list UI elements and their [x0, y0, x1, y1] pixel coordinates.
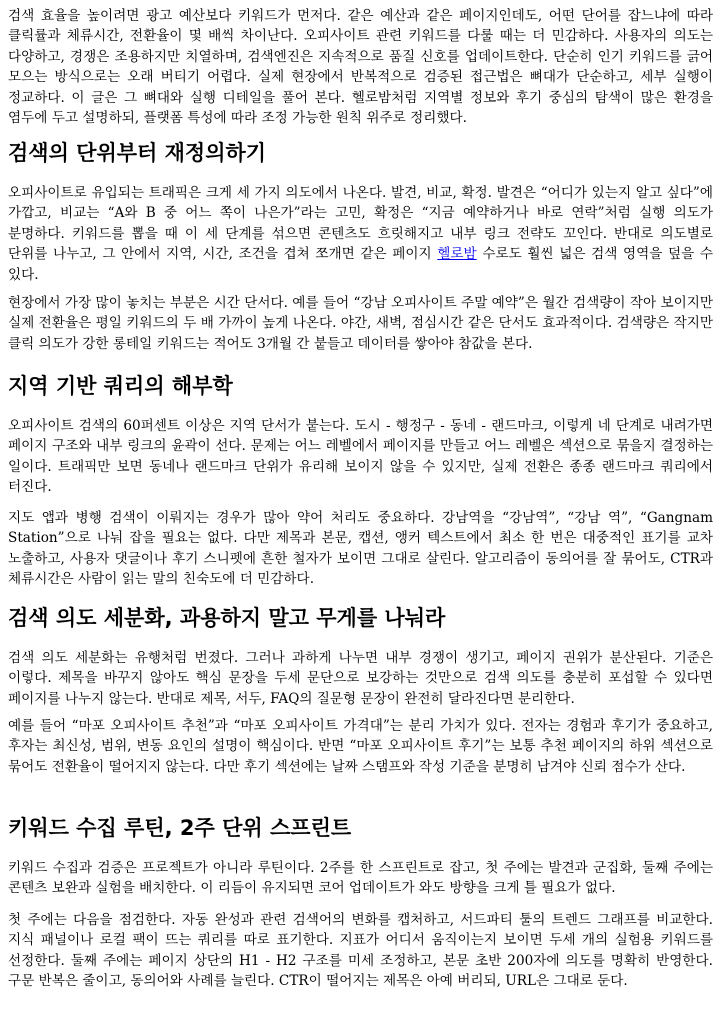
section4-paragraph-2: 첫 주에는 다음을 점검한다. 자동 완성과 관련 검색어의 변화를 캡처하고, 서드파티 툴의 트렌드 그래프를 비교한다. 지식 패널이나 로컬 팩이 뜨는 쿼리를 따로 표기한다. 지표가 어디서 움직이는지 보이면 두세 개의 실험용 키워드를 선정한다. 둘째 주에는 페이지 상단의 H1 - H2 구조를 미세 조정하고, 본문 초반 200자에 의도를 명확히 반영한다. 구문 반복은 줄이고, 동의어와 사례를 늘린다. CTR이 떨어지는 제목은 아예 버리되, URL은 그대로 둔다.	[8, 912, 713, 990]
section1-paragraph-1	[8, 183, 713, 285]
section1-paragraph-1-text-after: 수로도 훨씬 넓은 검색 영역을 덮을 수 있다.	[8, 246, 713, 283]
section-heading-redefine-search-unit: 검색의 단위부터 재정의하기	[8, 141, 267, 165]
section2-paragraph-1: 오피사이트 검색의 60퍼센트 이상은 지역 단서가 붙는다. 도시 - 행정구 - 동네 - 랜드마크, 이렇게 네 단계로 내려가면 페이지 구조와 내부 링크의 윤곽이 선다. 문제는 어느 레벨에서 페이지를 만들고 어느 레벨은 섹션으로 묶을지 결정하는 일이다. 트래픽만 보면 동네나 랜드마크 단위가 유리해 보이지 않을 수 있지만, 실제 전환은 종종 랜드마크 쿼리에서 터진다.	[8, 418, 713, 496]
section-heading-keyword-routine: 키워드 수집 루틴, 2주 단위 스프린트	[8, 816, 352, 840]
section4-paragraph-1: 키워드 수집과 검증은 프로젝트가 아니라 루틴이다. 2주를 한 스프린트로 잡고, 첫 주에는 발견과 군집화, 둘째 주에는 콘텐츠 보완과 실험을 배치한다. 이 리듬이 유지되면 코어 업데이트가 와도 방향을 크게 틀 필요가 없다.	[8, 860, 713, 897]
section-heading-local-query-anatomy: 지역 기반 쿼리의 해부학	[8, 374, 233, 398]
section2-paragraph-2: 지도 앱과 병행 검색이 이뤄지는 경우가 많아 약어 처리도 중요하다. 강남역을 “강남역”, “강남 역”, “Gangnam Station”으로 나눠 잡을 필요는 없다. 다만 제목과 본문, 캡션, 앵커 텍스트에서 최소 한 번은 대중적인 표기를 교차 노출하고, 사용자 댓글이나 후기 스니펫에 흔한 철자가 보이면 그대로 살린다. 알고리즘이 동의어를 잘 묶어도, CTR과 체류시간은 사람이 읽는 말의 친숙도에 더 민감하다.	[8, 510, 713, 588]
section1-paragraph-1-text-before: 오피사이트로 유입되는 트래픽은 크게 세 가지 의도에서 나온다. 발견, 비교, 확정. 발견은 “어디가 있는지 알고 싶다”에 가깝고, 비교는 “A와 B 중 어느 쪽이 나은가”라는 고민, 확정은 “지금 예약하거나 바로 연락”처럼 실행 의도가 분명하다. 키워드를 뽑을 때 이 세 단계를 섞으면 콘텐츠도 흐릿해지고 내부 링크 전략도 꼬인다. 반대로 의도별로 단위를 나누고, 그 안에서 지역, 시간, 조건을 겹쳐 쪼개면 같은 페이지	[8, 185, 713, 263]
section1-paragraph-2: 현장에서 가장 많이 놓치는 부분은 시간 단서다. 예를 들어 “강남 오피사이트 주말 예약”은 월간 검색량이 작아 보이지만 실제 전환율은 평일 키워드의 두 배 가까이 높게 나온다. 야간, 새벽, 점심시간 같은 단서도 효과적이다. 검색량은 작지만 클릭 의도가 강한 롱테일 키워드는 적어도 3개월 간 붙들고 데이터를 쌓아야 참값을 본다.	[8, 295, 713, 352]
section-heading-intent-segmentation: 검색 의도 세분화, 과용하지 말고 무게를 나눠라	[8, 606, 446, 630]
hellobam-link[interactable]: 헬로밤	[437, 246, 477, 263]
section3-paragraph-2: 예를 들어 “마포 오피사이트 추천”과 “마포 오피사이트 가격대”는 분리 가치가 있다. 전자는 경험과 후기가 중요하고, 후자는 최신성, 범위, 변동 요인의 설명이 핵심이다. 반면 “마포 오피사이트 후기”는 보통 추천 페이지의 하위 섹션으로 묶어도 전환율이 떨어지지 않는다. 다만 후기 섹션에는 날짜 스탬프와 작성 기준을 분명히 남겨야 신뢰 점수가 산다.	[8, 718, 713, 775]
section3-paragraph-1: 검색 의도 세분화는 유행처럼 번졌다. 그러나 과하게 나누면 내부 경쟁이 생기고, 페이지 권위가 분산된다. 기준은 이렇다. 제목을 바꾸지 않아도 핵심 문장을 두세 문단으로 보강하는 것만으로 검색 의도를 충분히 포섭할 수 있다면 페이지를 나누지 않는다. 반대로 제목, 서두, FAQ의 질문형 문장이 완전히 달라진다면 분리한다.	[8, 650, 713, 707]
intro-paragraph: 검색 효율을 높이려면 광고 예산보다 키워드가 먼저다. 같은 예산과 같은 페이지인데도, 어떤 단어를 잡느냐에 따라 클릭률과 체류시간, 전환율이 몇 배씩 차이난다. 오피사이트 관련 키워드를 다룰 때는 더 민감하다. 사용자의 의도는 다양하고, 경쟁은 조용하지만 치열하며, 검색엔진은 지속적으로 품질 신호를 업데이트한다. 단순히 인기 키워드를 긁어 모으는 방식으로는 오래 버티기 어렵다. 실제 현장에서 반복적으로 검증된 접근법은 뼈대가 단순하고, 세부 실행이 정교하다. 이 글은 그 뼈대와 실행 디테일을 풀어 본다. 헬로밤처럼 지역별 정보와 후기 중심의 탐색이 많은 환경을 염두에 두고 설명하되, 플랫폼 특성에 따라 조정 가능한 원칙 위주로 정리했다.	[8, 8, 713, 127]
